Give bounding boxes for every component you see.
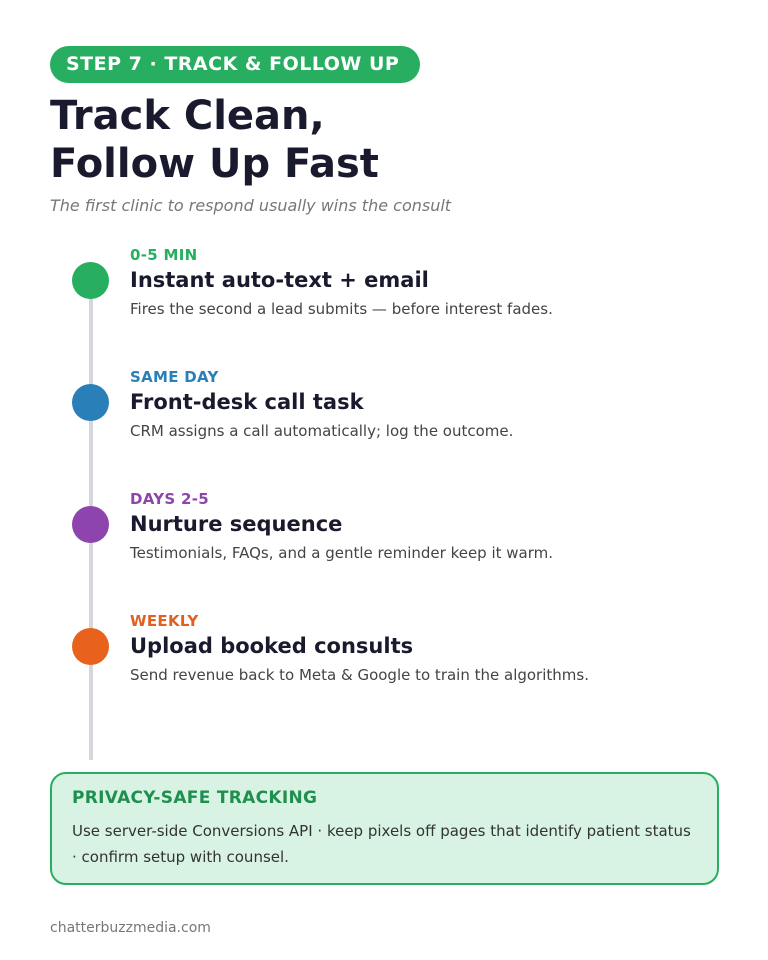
timeline-step-title: Front-desk call task — [130, 390, 364, 414]
timeline-step-title: Instant auto-text + email — [130, 268, 429, 292]
timeline-dot-icon — [72, 262, 109, 299]
timeline-step-title: Upload booked consults — [130, 634, 414, 658]
page-title — [50, 92, 379, 188]
timeline-step-title: Nurture sequence — [130, 512, 343, 536]
timeline-step-desc: CRM assigns a call automatically; log the outcome. — [130, 422, 514, 440]
step-badge: STEP 7 · TRACK & FOLLOW UP — [50, 46, 420, 83]
timeline-step-desc: Testimonials, FAQs, and a gentle reminder keep it warm. — [130, 544, 554, 562]
timeline-dot-icon — [72, 506, 109, 543]
footer-url: chatterbuzzmedia.com — [50, 920, 211, 936]
timeline-step-when: 0-5 MIN — [130, 246, 198, 264]
timeline-step-when: DAYS 2-5 — [130, 490, 210, 508]
page-title-line-2: Follow Up Fast — [50, 141, 379, 187]
timeline-step-when: SAME DAY — [130, 368, 219, 386]
timeline-step-desc: Send revenue back to Meta & Google to train the algorithms. — [130, 666, 589, 684]
timeline-dot-icon — [72, 628, 109, 665]
page-subtitle: The first clinic to respond usually wins the consult — [50, 196, 452, 215]
timeline-dot-icon — [72, 384, 109, 421]
callout-title: PRIVACY-SAFE TRACKING — [72, 788, 318, 808]
callout-body: Use server-side Conversions API · keep pixels off pages that identify patient status · confirm setup with counsel. — [72, 822, 691, 866]
page-title-line-1: Track Clean, — [50, 93, 325, 139]
privacy-callout — [50, 772, 719, 885]
timeline-step-desc: Fires the second a lead submits — before interest fades. — [130, 300, 553, 318]
timeline-step-when: WEEKLY — [130, 612, 199, 630]
